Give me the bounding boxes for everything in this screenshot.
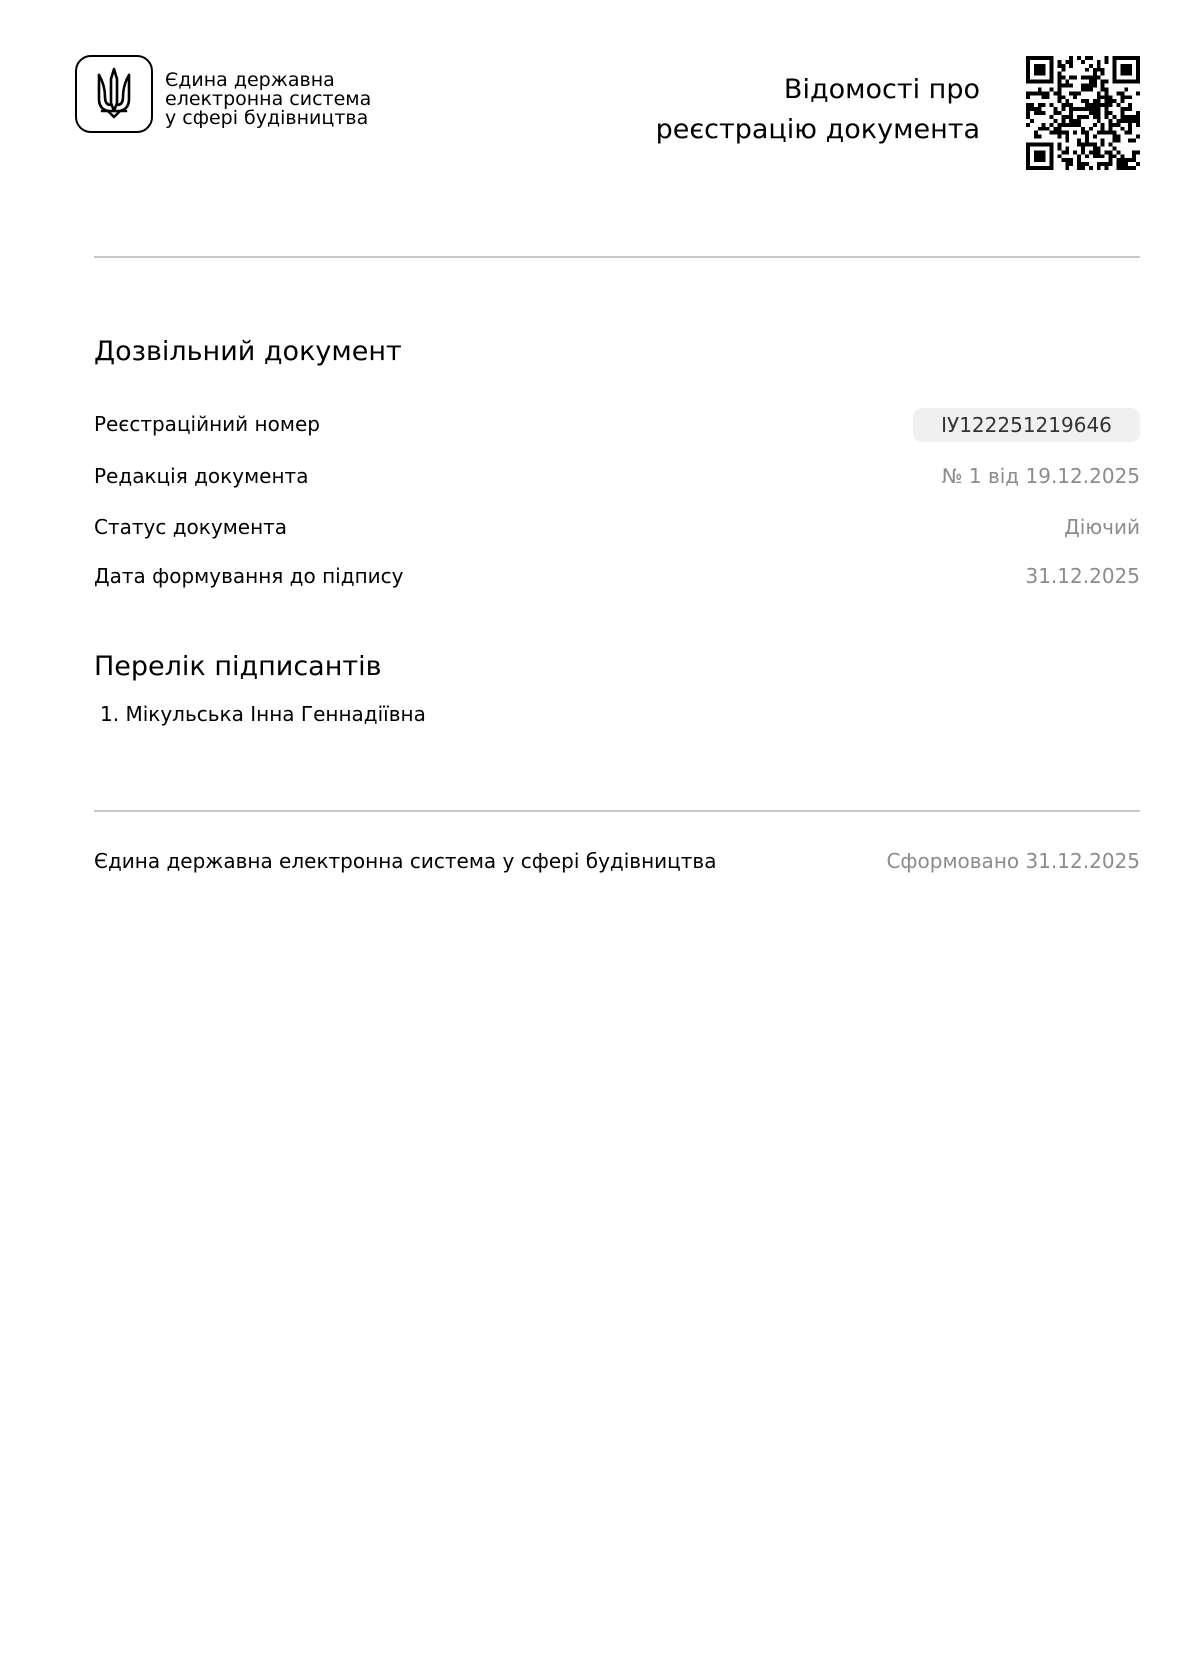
sign-date-label: Дата формування до підпису xyxy=(94,564,404,588)
registration-number-label: Реєстраційний номер xyxy=(94,412,320,436)
section-title-document: Дозвільний документ xyxy=(94,336,402,367)
section-title-signers: Перелік підписантів xyxy=(94,651,382,682)
system-name xyxy=(165,71,371,128)
edition-label: Редакція документа xyxy=(94,464,309,488)
footer-generated-date: Сформовано 31.12.2025 xyxy=(886,849,1140,873)
page-title-line: Відомості про xyxy=(783,74,980,105)
system-name-line: у сфері будівництва xyxy=(165,107,369,129)
registration-number-badge: ІУ122251219646 xyxy=(913,408,1140,442)
system-name-line: електронна система xyxy=(165,88,372,110)
edition-value: № 1 від 19.12.2025 xyxy=(941,464,1140,488)
status-label: Статус документа xyxy=(94,515,288,539)
page-title xyxy=(656,70,980,150)
divider xyxy=(94,256,1140,258)
qr-code-icon xyxy=(1026,56,1140,170)
divider xyxy=(94,810,1140,812)
footer-system-name: Єдина державна електронна система у сфері будівництва xyxy=(94,849,717,873)
system-name-line: Єдина державна xyxy=(165,69,335,91)
status-value: Діючий xyxy=(1064,515,1140,539)
signer-list-item: 1. Мікульська Інна Геннадіївна xyxy=(100,702,426,726)
page-title-line: реєстрацію документа xyxy=(655,114,980,145)
trident-logo xyxy=(75,55,153,133)
sign-date-value: 31.12.2025 xyxy=(1025,564,1140,588)
trident-icon xyxy=(94,65,134,123)
